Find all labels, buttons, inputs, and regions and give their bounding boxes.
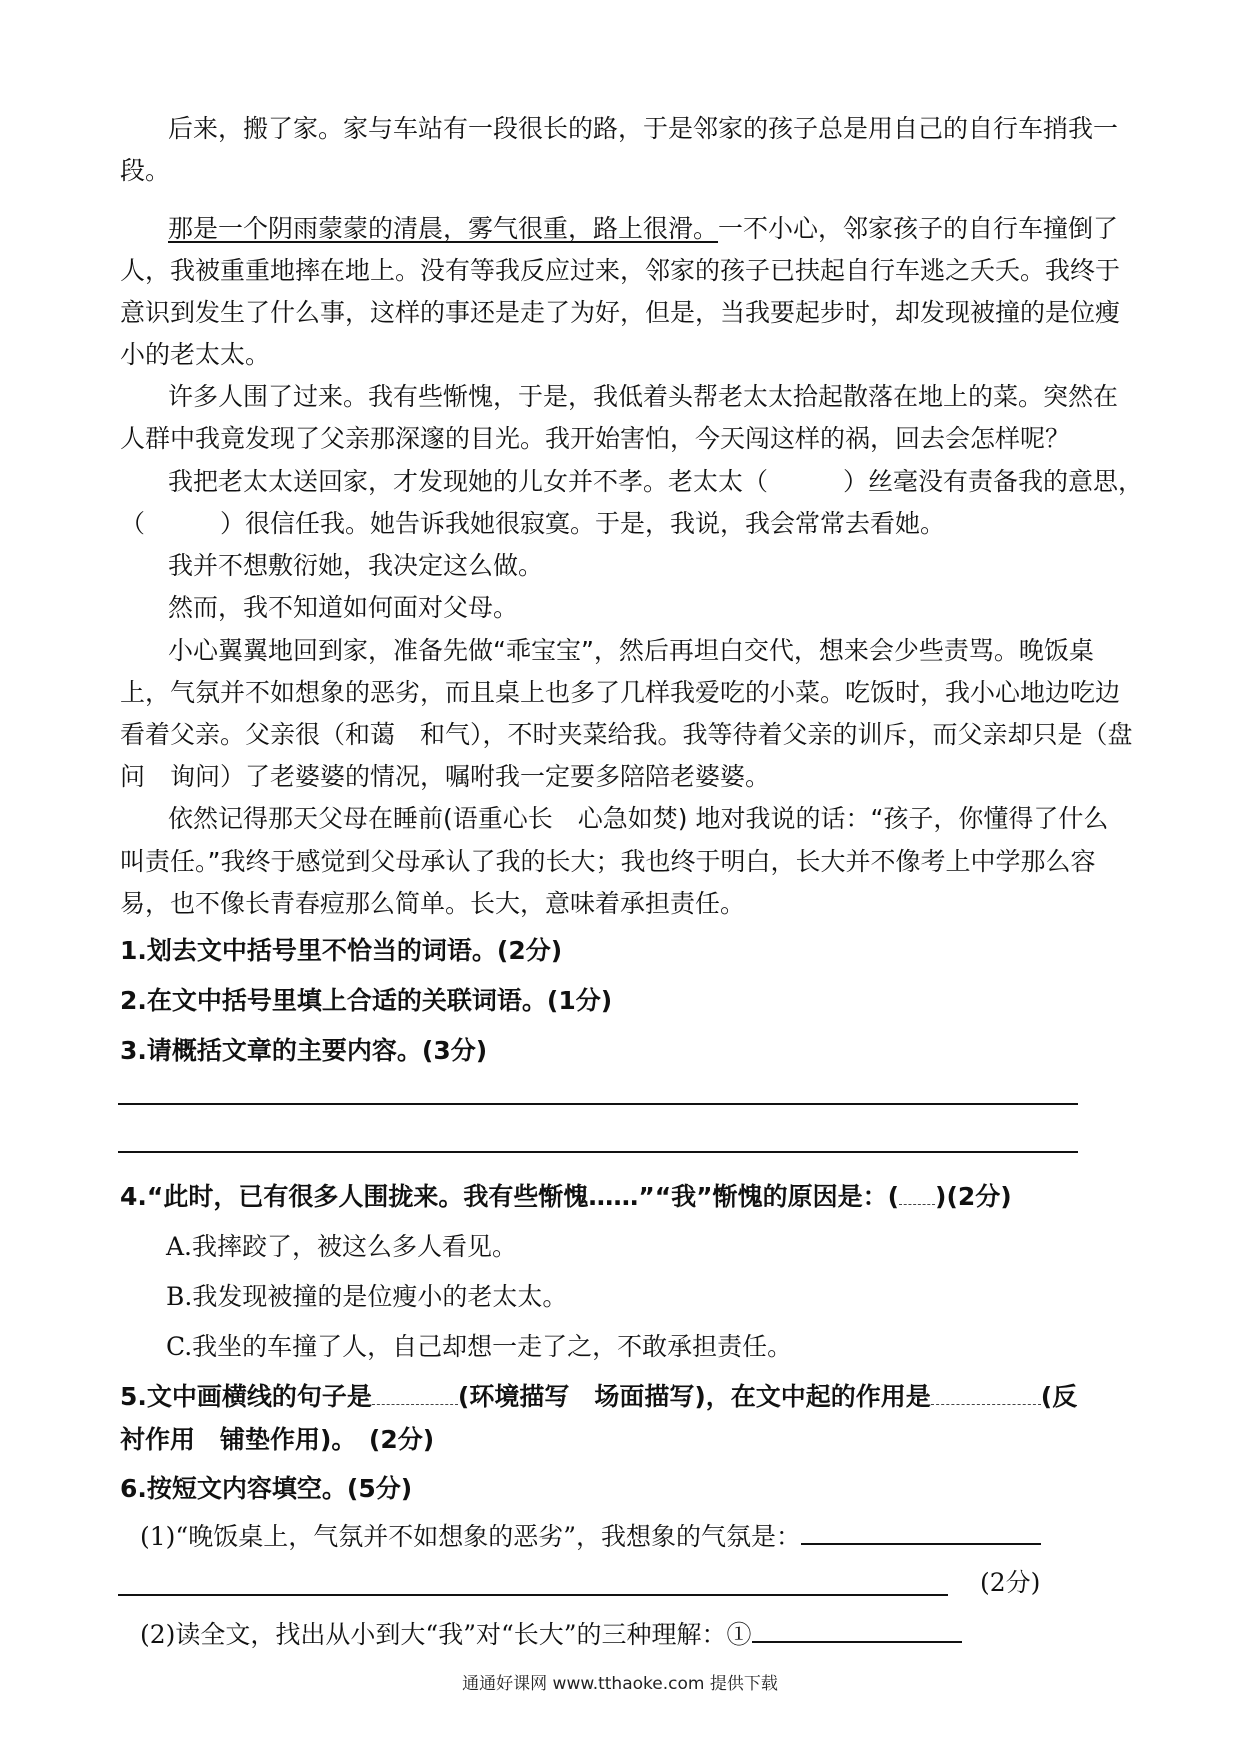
footer-credit: 通通好课网 www.tthaoke.com 提供下载: [462, 1674, 778, 1694]
answer-blank[interactable]: [899, 1184, 935, 1205]
answer-blank[interactable]: [372, 1384, 458, 1405]
question-text: (1)“晚饭桌上，气氛并不如想象的恶劣”，我想象的气氛是：: [140, 1522, 801, 1551]
passage-line: 我并不想敷衍她，我决定这么做。: [168, 551, 544, 580]
passage-line: 小心翼翼地回到家，准备先做“乖宝宝”，然后再坦白交代，想来会少些责骂。晚饭桌: [168, 636, 1094, 665]
question-2: 2.在文中括号里填上合适的关联词语。(1分): [120, 986, 613, 1015]
passage-line: 上，气氛并不如想象的恶劣，而且桌上也多了几样我爱吃的小菜。吃饭时，我小心地边吃边: [120, 678, 1121, 707]
question-text: (2)读全文，找出从小到大“我”对“长大”的三种理解：①: [140, 1620, 752, 1649]
question-5: [120, 1380, 1130, 1414]
question-text: 4.“此时，已有很多人围拢来。我有些惭愧……”“我”惭愧的原因是：(: [120, 1182, 900, 1211]
passage-line: 段。: [120, 156, 171, 185]
question-5-cont: 衬作用 铺垫作用)。 (2分): [120, 1425, 435, 1454]
passage-line: 我把老太太送回家，才发现她的儿女并不孝。老太太（ ）丝毫没有责备我的意思，: [168, 467, 1144, 496]
question-text: (反: [1040, 1382, 1078, 1411]
passage-line: 叫责任。”我终于感觉到父母承认了我的长大；我也终于明白，长大并不像考上中学那么容: [120, 847, 1096, 876]
passage-line: 小的老太太。: [120, 340, 271, 369]
option-c: C.我坐的车撞了人，自己却想一走了之，不敢承担责任。: [166, 1332, 793, 1361]
passage-line: 意识到发生了什么事，这样的事还是走了为好，但是，当我要起步时，却发现被撞的是位瘦: [120, 298, 1121, 327]
passage-line: 人群中我竟发现了父亲那深邃的目光。我开始害怕，今天闯这样的祸，回去会怎样呢？: [120, 424, 1071, 453]
passage-line: 许多人围了过来。我有些惭愧，于是，我低着头帮老太太拾起散落在地上的菜。突然在: [168, 382, 1119, 411]
passage-line: 问 询问）了老婆婆的情况，嘱咐我一定要多陪陪老婆婆。: [120, 762, 771, 791]
passage-line: 然而，我不知道如何面对父母。: [168, 593, 519, 622]
passage-line: [168, 212, 1130, 246]
underlined-sentence: 那是一个阴雨蒙蒙的清晨，雾气很重，路上很滑。: [168, 214, 719, 243]
answer-line[interactable]: [118, 1151, 1078, 1153]
question-6: 6.按短文内容填空。(5分): [120, 1474, 413, 1503]
question-text: (环境描写 场面描写)，在文中起的作用是: [457, 1382, 931, 1411]
question-3: 3.请概括文章的主要内容。(3分): [120, 1036, 488, 1065]
answer-line[interactable]: [118, 1594, 948, 1596]
question-6-2: [140, 1618, 1150, 1652]
answer-blank[interactable]: [931, 1384, 1041, 1405]
passage-line: 后来，搬了家。家与车站有一段很长的路，于是邻家的孩子总是用自己的自行车捎我一: [168, 114, 1119, 143]
question-4: [120, 1180, 1130, 1214]
passage-line: 人，我被重重地摔在地上。没有等我反应过来，邻家的孩子已扶起自行车逃之夭夭。我终于: [120, 256, 1121, 285]
passage-line: 看着父亲。父亲很（和蔼 和气），不时夹菜给我。我等待着父亲的训斥，而父亲却只是（盘: [120, 720, 1133, 749]
passage-text: 一不小心，邻家孩子的自行车撞倒了: [718, 214, 1119, 243]
option-a: A.我摔跤了，被这么多人看见。: [166, 1232, 518, 1261]
question-text: 5.文中画横线的句子是: [120, 1382, 372, 1411]
passage-line: （ ）很信任我。她告诉我她很寂寞。于是，我说，我会常常去看她。: [120, 509, 946, 538]
option-b: B.我发现被撞的是位瘦小的老太太。: [166, 1282, 568, 1311]
answer-blank[interactable]: [752, 1619, 962, 1643]
question-1: 1.划去文中括号里不恰当的词语。(2分): [120, 936, 563, 965]
question-6-1-score: (2分): [980, 1568, 1041, 1597]
question-6-1: [140, 1520, 1150, 1554]
passage-line: 依然记得那天父母在睡前(语重心长 心急如焚) 地对我说的话：“孩子，你懂得了什么: [168, 804, 1109, 833]
passage-line: 易，也不像长青春痘那么简单。长大，意味着承担责任。: [120, 889, 746, 918]
answer-blank[interactable]: [801, 1521, 1041, 1545]
answer-line[interactable]: [118, 1103, 1078, 1105]
question-score: )(2分): [935, 1182, 1012, 1211]
